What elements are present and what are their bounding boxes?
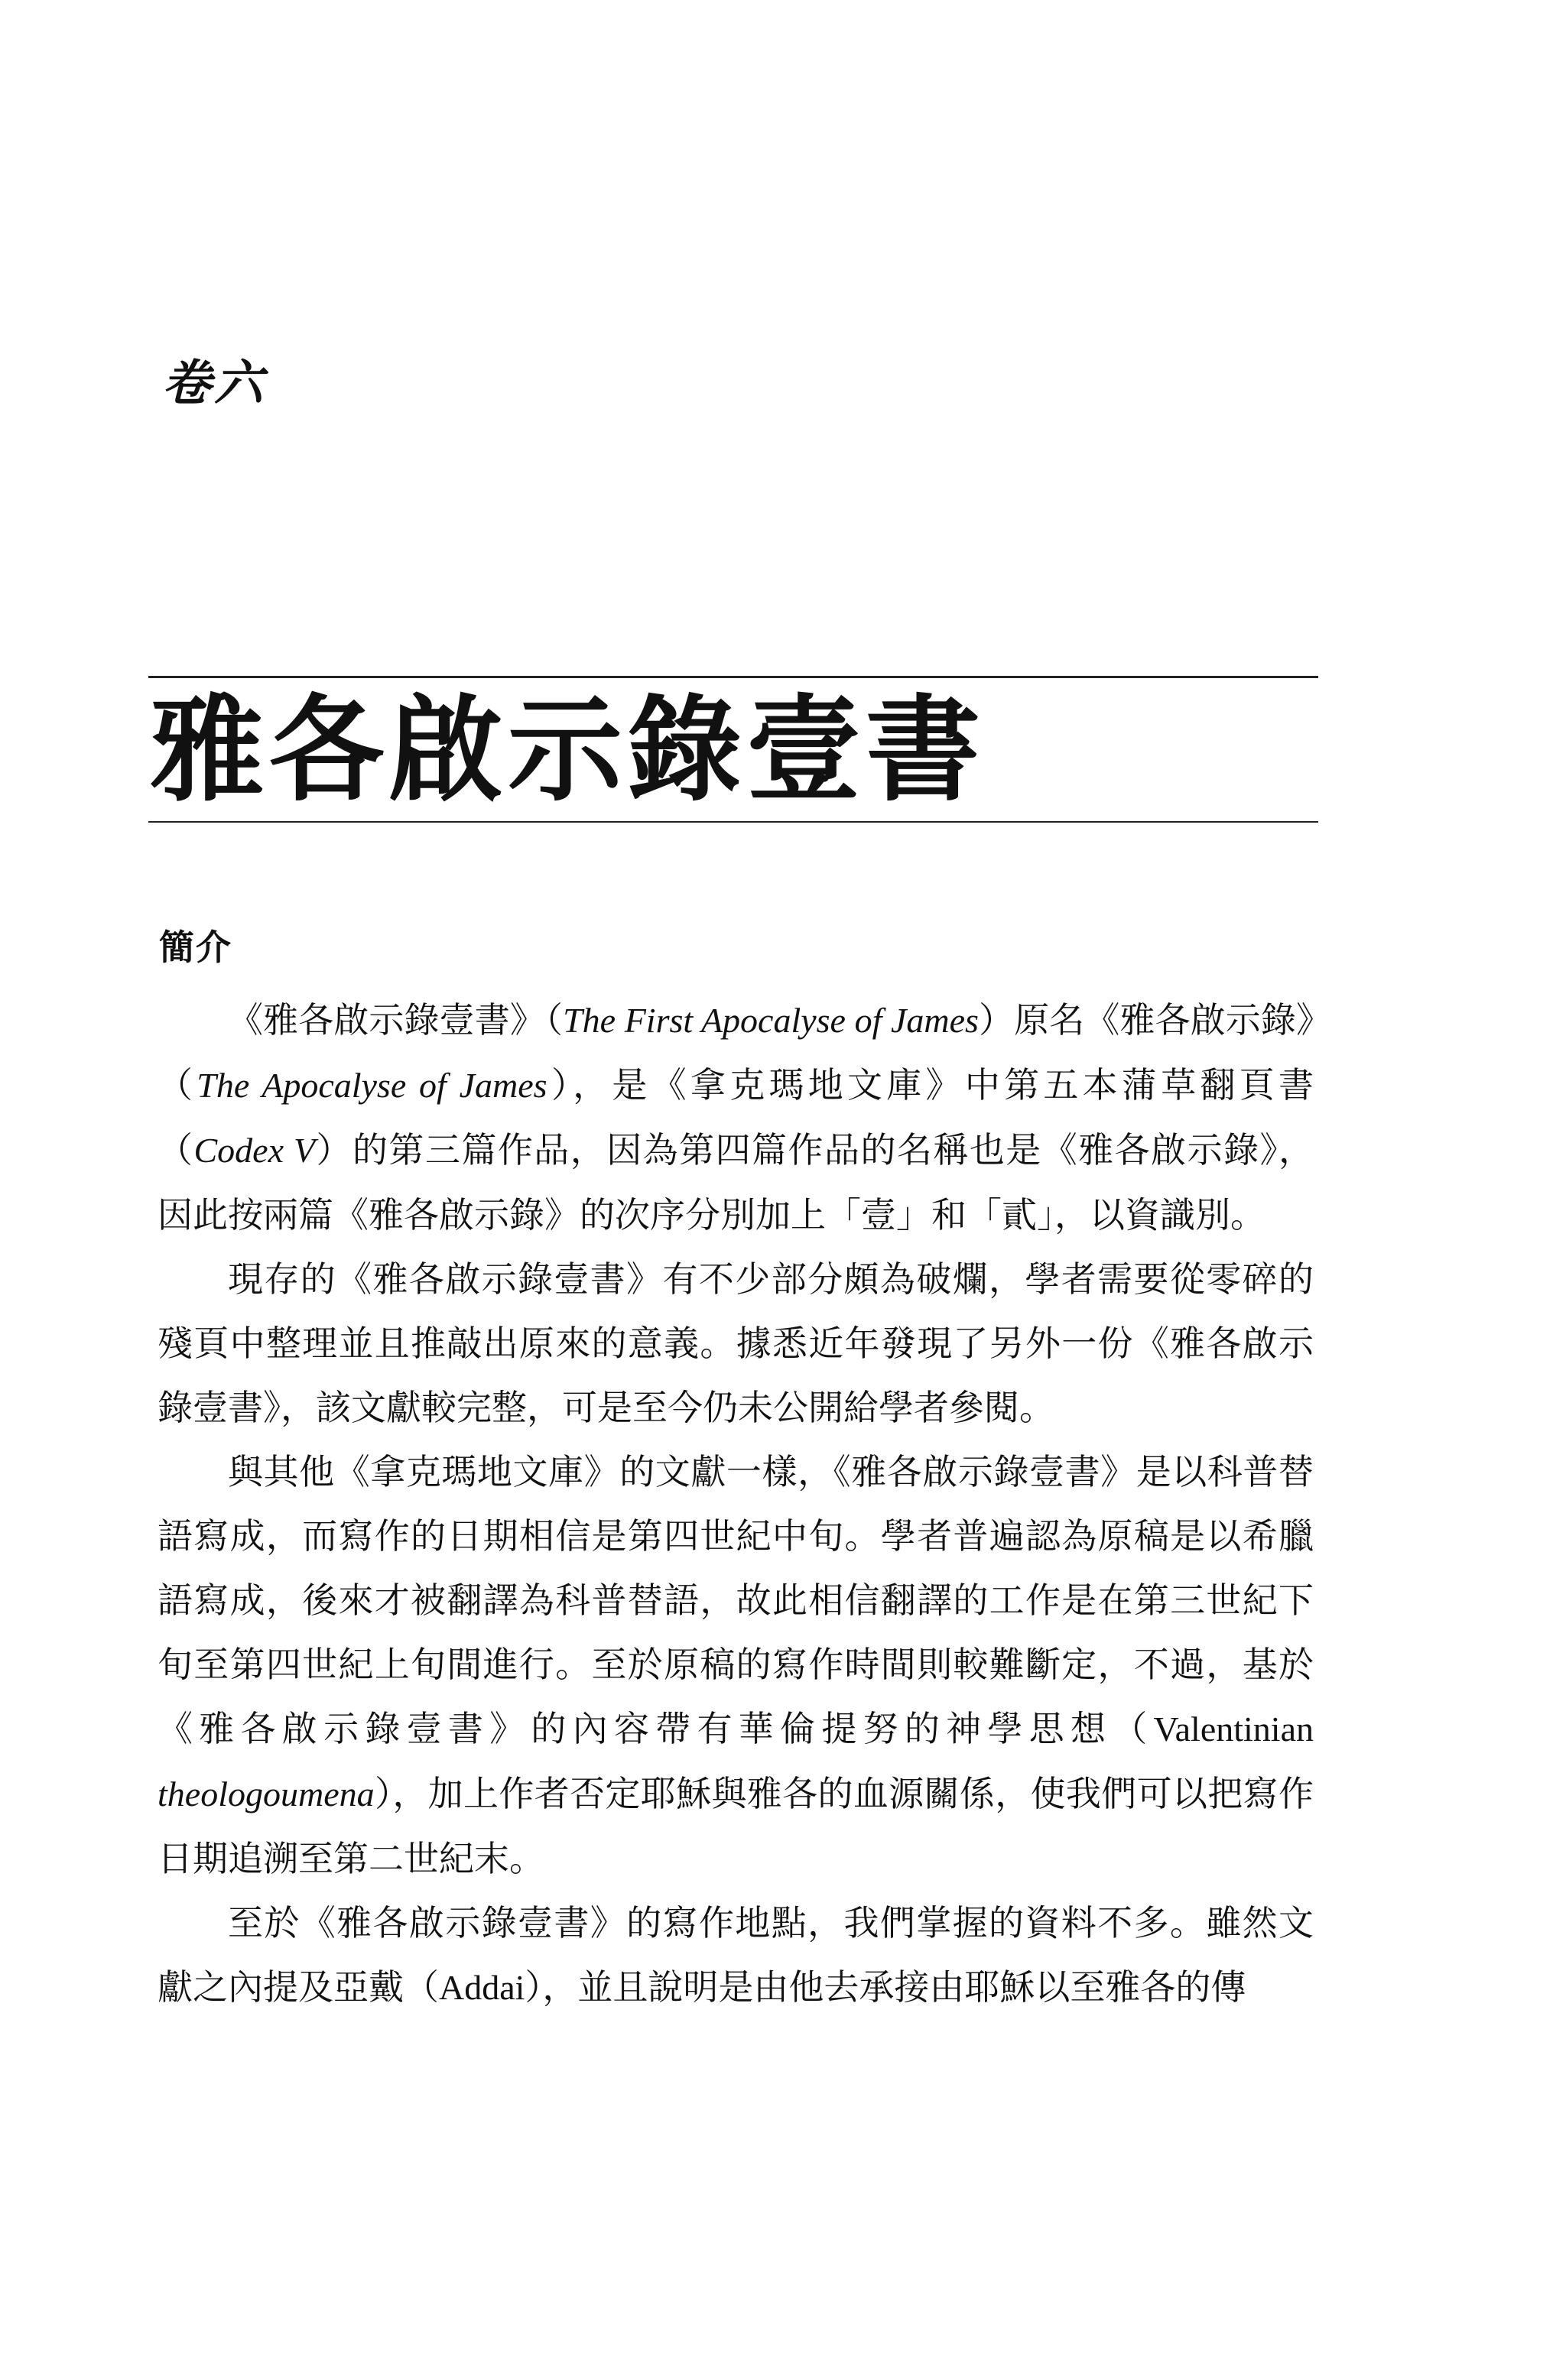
english-term: Codex V (193, 1131, 316, 1170)
paragraph-text: ）原名《雅各啟示錄》（ (158, 999, 1314, 1106)
english-term: Valentinian (1153, 1710, 1314, 1748)
paragraph-text: ），加上作者否定耶穌與雅各的血源關係，使我們可以把寫作日期追溯至第二世紀末。 (158, 1773, 1314, 1879)
section-heading: 簡介 (159, 927, 232, 968)
paragraph-2 (158, 1247, 1314, 1440)
body-text (158, 988, 1314, 2020)
paragraph-text: ）的第三篇作品，因為第四篇作品的名稱也是《雅各啟示錄》，因此按兩篇《雅各啟示錄》的次序分別加上「壹」和「貳」，以資識別。 (158, 1129, 1314, 1235)
english-title: The First Apocalyse of James (563, 1001, 979, 1040)
english-term: Addai (439, 1968, 525, 2007)
title-rule-bottom (148, 821, 1318, 823)
paragraph-3 (158, 1440, 1314, 1891)
paragraph-1 (158, 988, 1314, 1247)
title-rule-top (148, 676, 1318, 678)
book-title: 雅各啟示錄壹書 (150, 684, 986, 817)
paragraph-text: 與其他《拿克瑪地文庫》的文獻一樣，《雅各啟示錄壹書》是以科普替語寫成，而寫作的日期相信是第四世紀中旬。學者普遍認為原稿是以希臘語寫成，後來才被翻譯為科普替語，故此相信翻譯的工作是在第三世紀下旬至第四世紀上旬間進行。至於原稿的寫作時間則較難斷定，不過，基於《雅各啟示錄壹書》的內容帶有華倫提努的神學思想（ (158, 1451, 1314, 1749)
english-term: theologoumena (158, 1774, 375, 1813)
paragraph-text: 《雅各啟示錄壹書》（ (228, 999, 564, 1041)
paragraph-4 (158, 1891, 1314, 2020)
volume-label: 卷六 (162, 355, 266, 412)
paragraph-text: 至於《雅各啟示錄壹書》的寫作地點，我們掌握的資料不多。雖然文獻之內提及亞戴（ (158, 1902, 1314, 2008)
paragraph-text: 現存的《雅各啟示錄壹書》有不少部分頗為破爛，學者需要從零碎的殘頁中整理並且推敲出原來的意義。據悉近年發現了另外一份《雅各啟示錄壹書》，該文獻較完整，可是至今仍未公開給學者參閱。 (158, 1258, 1314, 1428)
english-title: The Apocalyse of James (197, 1066, 547, 1105)
paragraph-text: ），並且說明是由他去承接由耶穌以至雅各的傳 (525, 1966, 1246, 2008)
paragraph-text: ），是《拿克瑪地文庫》中第五本蒲草翻頁書（ (158, 1064, 1314, 1171)
